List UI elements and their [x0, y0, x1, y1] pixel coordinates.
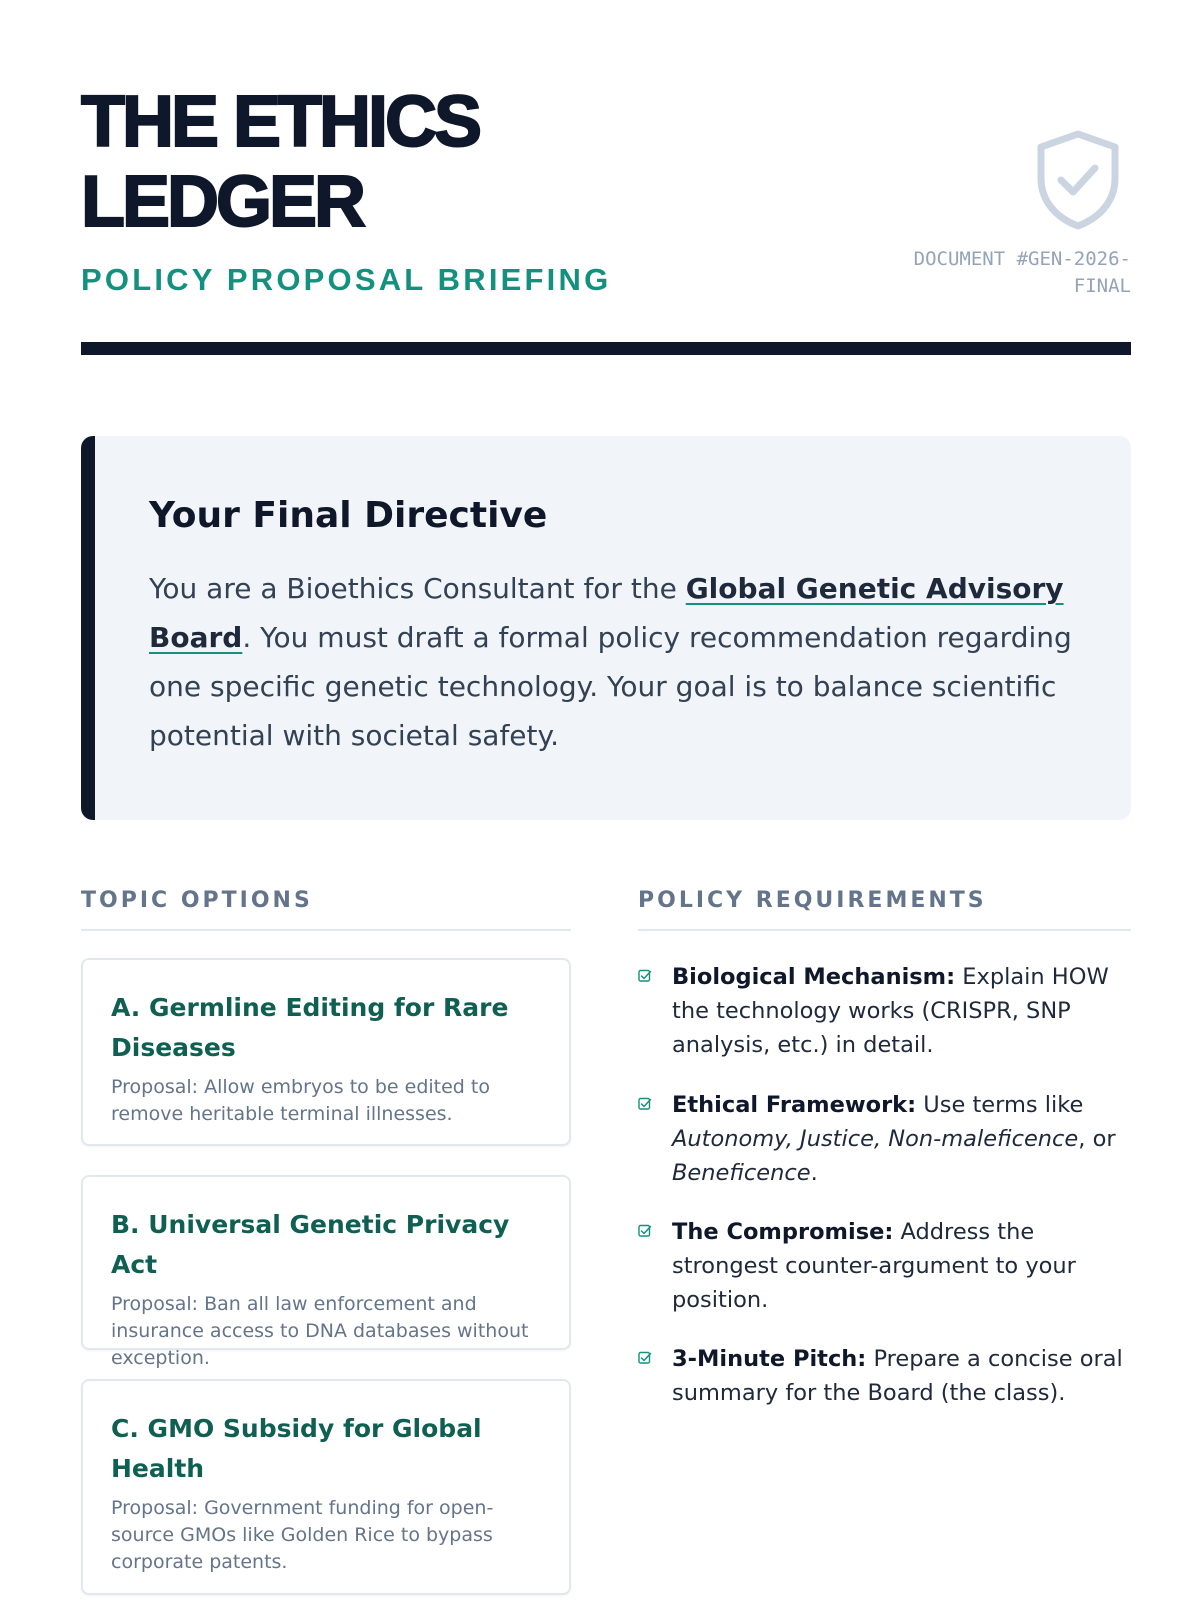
- requirement-detail: Use terms like: [916, 1092, 1084, 1118]
- requirement-detail-or: , or: [1078, 1126, 1116, 1152]
- topic-description: Proposal: Ban all law enforcement and insurance access to DNA databases without exception.: [111, 1293, 529, 1369]
- requirement-item-compromise: [638, 1215, 1131, 1317]
- requirement-term: Biological Mechanism:: [672, 964, 956, 990]
- requirement-text: [672, 1088, 1131, 1190]
- directive-text: [149, 564, 1081, 760]
- title-line-2: LEDGER: [81, 162, 364, 242]
- document-id: DOCUMENT #GEN-2026-FINAL: [913, 248, 1131, 297]
- requirement-detail-end: .: [810, 1160, 818, 1186]
- topic-card-b: [81, 1175, 571, 1369]
- topic-card-a: [81, 958, 571, 1146]
- directive-text-intro: You are a Bioethics Consultant for the: [149, 572, 686, 605]
- topic-options-label: TOPIC OPTIONS: [81, 888, 571, 931]
- requirement-item-ethics: [638, 1088, 1131, 1190]
- requirement-term: The Compromise:: [672, 1219, 894, 1245]
- checkbox-check-icon: [638, 1215, 672, 1317]
- policy-briefing-page: [81, 0, 1131, 1573]
- directive-heading: Your Final Directive: [149, 495, 548, 536]
- topic-title: A. Germline Editing for Rare Diseases: [111, 993, 509, 1062]
- organization-name: Global Genetic Advisory Board: [149, 572, 1064, 654]
- requirement-text: [672, 960, 1131, 1062]
- checkbox-check-icon: [638, 1342, 672, 1410]
- page-subtitle: POLICY PROPOSAL BRIEFING: [81, 262, 612, 297]
- requirement-term: Ethical Framework:: [672, 1092, 917, 1118]
- policy-requirements-label: POLICY REQUIREMENTS: [638, 888, 1131, 931]
- policy-requirements-column: [638, 888, 1131, 1406]
- ethics-term-last: Beneficence: [672, 1160, 811, 1186]
- directive-panel: [81, 436, 1131, 820]
- requirement-item-pitch: [638, 1342, 1131, 1410]
- topic-title: C. GMO Subsidy for Global Health: [111, 1414, 482, 1483]
- checkbox-check-icon: [638, 1088, 672, 1190]
- topic-options-column: [81, 888, 571, 1573]
- directive-text-body: . You must draft a formal policy recommendation regarding one specific genetic technology. Your goal is to balance scientific potential with societal safety.: [149, 621, 1072, 752]
- topic-description: Proposal: Allow embryos to be edited to remove heritable terminal illnesses.: [111, 1076, 490, 1125]
- page-title: [81, 82, 641, 242]
- checkbox-check-icon: [638, 960, 672, 1062]
- topic-description: Proposal: Government funding for open-source GMOs like Golden Rice to bypass corporate patents.: [111, 1497, 494, 1573]
- requirement-text: [672, 1215, 1131, 1317]
- topic-card-c: [81, 1379, 571, 1595]
- title-line-1: THE ETHICS: [81, 82, 480, 162]
- topic-title: B. Universal Genetic Privacy Act: [111, 1210, 510, 1279]
- requirement-item-mechanism: [638, 960, 1131, 1062]
- header-divider: [81, 342, 1131, 355]
- shield-check-icon: [1035, 130, 1121, 230]
- ethics-terms: Autonomy, Justice, Non-maleficence: [672, 1126, 1079, 1152]
- requirement-detail: Address the strongest counter-argument to your position.: [672, 1219, 1076, 1313]
- requirement-detail: Explain HOW the technology works (CRISPR, SNP analysis, etc.) in detail.: [672, 964, 1109, 1058]
- document-header: [81, 0, 1131, 360]
- requirement-term: 3-Minute Pitch:: [672, 1346, 867, 1372]
- requirement-text: [672, 1342, 1131, 1410]
- requirement-detail: Prepare a concise oral summary for the Board (the class).: [672, 1346, 1123, 1406]
